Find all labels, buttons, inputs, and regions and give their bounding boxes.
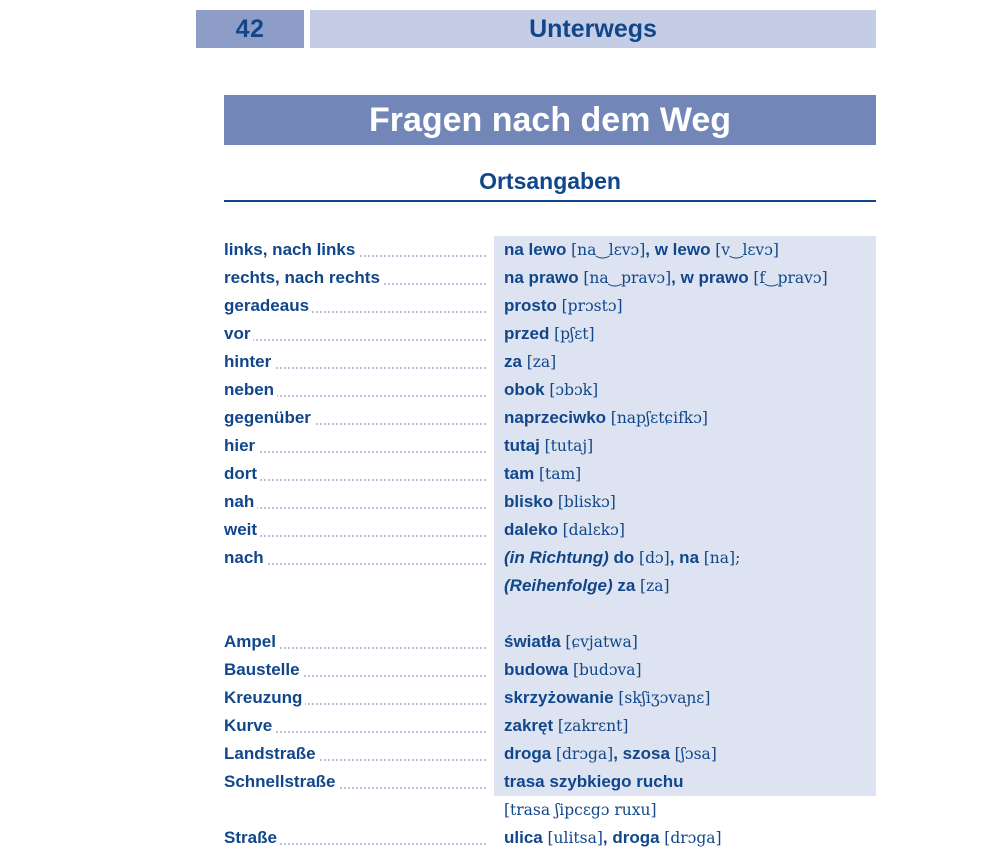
polish-word: za (504, 352, 527, 371)
page-header (196, 10, 876, 48)
german-term (224, 628, 494, 656)
german-term-text: hier (224, 436, 258, 455)
german-term (224, 712, 494, 740)
table-row (224, 404, 876, 432)
polish-word-alt: , w lewo (645, 240, 716, 259)
pronunciation: [dalɛkɔ] (562, 521, 625, 539)
polish-word-alt: , droga (602, 828, 665, 847)
usage-note: (in Richtung) (504, 548, 614, 567)
german-term (224, 544, 494, 572)
german-term (224, 236, 494, 264)
table-row (224, 348, 876, 376)
german-term (224, 404, 494, 432)
table-row (224, 264, 876, 292)
german-term-text: rechts, nach rechts (224, 268, 383, 287)
polish-word: za (617, 576, 641, 595)
table-row (224, 824, 876, 852)
polish-translation (494, 236, 876, 264)
table-row (224, 544, 876, 572)
german-term (224, 460, 494, 488)
german-term (224, 516, 494, 544)
page-number-badge: 42 (196, 10, 304, 48)
german-term-text: neben (224, 380, 277, 399)
pronunciation: [na‿pravɔ] (583, 269, 672, 287)
table-row (224, 768, 876, 796)
leader-dots (224, 535, 486, 537)
polish-translation (494, 320, 876, 348)
polish-translation (494, 432, 876, 460)
polish-translation (494, 404, 876, 432)
polish-word: światła (504, 632, 566, 651)
polish-word: do (613, 548, 640, 567)
german-term-text: gegenüber (224, 408, 314, 427)
pronunciation: [drɔga] (555, 745, 614, 763)
polish-translation (494, 348, 876, 376)
subsection-title: Ortsangaben (479, 168, 621, 194)
table-row (224, 236, 876, 264)
polish-word: blisko (504, 492, 558, 511)
pronunciation: [na‿lɛvɔ] (571, 241, 646, 259)
polish-word: tutaj (504, 436, 545, 455)
polish-word: skrzyżowanie (504, 688, 619, 707)
polish-word: obok (504, 380, 550, 399)
pronunciation: [napʃɛtɕifkɔ] (610, 409, 708, 427)
polish-translation (494, 796, 876, 824)
german-term (224, 656, 494, 684)
polish-word: tam (504, 464, 539, 483)
german-term-text: links, nach links (224, 240, 358, 259)
pronunciation: [prɔstɔ] (561, 297, 623, 315)
leader-dots (224, 339, 486, 341)
polish-translation (494, 712, 876, 740)
pronunciation: [dɔ] (639, 549, 670, 567)
german-term-text: Landstraße (224, 744, 319, 763)
table-row (224, 376, 876, 404)
german-term-text: nach (224, 548, 267, 567)
pronunciation: [ɕvjatwa] (565, 633, 638, 651)
polish-word: naprzeciwko (504, 408, 611, 427)
pronunciation: [tutaj] (544, 437, 594, 455)
table-row (224, 432, 876, 460)
german-term (224, 320, 494, 348)
pronunciation-alt: [ʃɔsa] (674, 745, 717, 763)
polish-word: przed (504, 324, 555, 343)
pronunciation: [tam] (538, 465, 582, 483)
polish-word-alt: , na (669, 548, 704, 567)
german-term (224, 740, 494, 768)
polish-translation (494, 292, 876, 320)
subsection-rule (224, 200, 876, 202)
german-term-text: weit (224, 520, 260, 539)
german-term-text: geradeaus (224, 296, 312, 315)
polish-word: zakręt (504, 716, 558, 735)
pronunciation: [zakrɛnt] (557, 717, 629, 735)
polish-translation (494, 656, 876, 684)
table-row (224, 628, 876, 656)
table-row (224, 516, 876, 544)
german-term-text: hinter (224, 352, 274, 371)
table-row (224, 684, 876, 712)
polish-translation (494, 516, 876, 544)
german-term (224, 348, 494, 376)
polish-word: ulica (504, 828, 548, 847)
pronunciation-alt: [na]; (703, 549, 741, 567)
table-row (224, 292, 876, 320)
chapter-title: Unterwegs (310, 10, 876, 48)
german-term-text: nah (224, 492, 257, 511)
pronunciation: [budɔva] (572, 661, 642, 679)
table-row (224, 460, 876, 488)
german-term-text: Schnellstraße (224, 772, 339, 791)
pronunciation: [ulitsa] (547, 829, 603, 847)
polish-word: na prawo (504, 268, 584, 287)
polish-word: droga (504, 744, 556, 763)
section-banner: Fragen nach dem Weg (224, 95, 876, 145)
pronunciation: [skʃiʒɔvaɲɛ] (618, 689, 711, 707)
leader-dots (224, 507, 486, 509)
polish-word: na lewo (504, 240, 572, 259)
german-term-text: Ampel (224, 632, 279, 651)
pronunciation: [ɔbɔk] (549, 381, 599, 399)
polish-word-alt: , w prawo (671, 268, 754, 287)
table-row (224, 320, 876, 348)
table-row (224, 740, 876, 768)
german-term (224, 824, 494, 852)
german-term (224, 432, 494, 460)
german-term-text: Baustelle (224, 660, 303, 679)
table-row (224, 712, 876, 740)
table-row-spacer (224, 600, 876, 628)
german-term (224, 376, 494, 404)
polish-translation (494, 460, 876, 488)
usage-note: (Reihenfolge) (504, 576, 618, 595)
polish-word: budowa (504, 660, 573, 679)
polish-translation (494, 684, 876, 712)
pronunciation: [za] (640, 577, 670, 595)
german-term (224, 264, 494, 292)
polish-word-alt: , szosa (613, 744, 675, 763)
german-term-text: Kurve (224, 716, 275, 735)
leader-dots (224, 451, 486, 453)
pronunciation: [pʃɛt] (554, 325, 595, 343)
pronunciation: [trasa ʃipcɛgɔ ruxu] (504, 801, 657, 819)
polish-translation (494, 488, 876, 516)
polish-translation (494, 740, 876, 768)
table-row (224, 488, 876, 516)
polish-word: daleko (504, 520, 563, 539)
german-term (224, 488, 494, 516)
polish-translation (494, 768, 876, 796)
german-term-text: Straße (224, 828, 280, 847)
polish-translation (494, 628, 876, 656)
german-term (224, 768, 494, 796)
pronunciation: [bliskɔ] (557, 493, 616, 511)
vocabulary-rows (224, 236, 876, 852)
german-term-text: Kreuzung (224, 688, 305, 707)
table-row (224, 572, 876, 600)
polish-translation (494, 824, 876, 852)
pronunciation-alt: [drɔga] (664, 829, 722, 847)
polish-word: trasa szybkiego ruchu (504, 772, 684, 791)
pronunciation: [za] (526, 353, 557, 371)
table-row (224, 656, 876, 684)
vocabulary-table (224, 236, 876, 847)
german-term-text: dort (224, 464, 260, 483)
leader-dots (224, 479, 486, 481)
polish-word: prosto (504, 296, 562, 315)
polish-translation (494, 264, 876, 292)
polish-translation (494, 572, 876, 600)
polish-translation (494, 376, 876, 404)
german-term (224, 292, 494, 320)
pronunciation-alt: [v‿lɛvɔ] (715, 241, 779, 259)
polish-translation (494, 544, 876, 572)
table-row (224, 796, 876, 824)
pronunciation-alt: [f‿pravɔ] (753, 269, 828, 287)
german-term-text: vor (224, 324, 253, 343)
german-term (224, 684, 494, 712)
